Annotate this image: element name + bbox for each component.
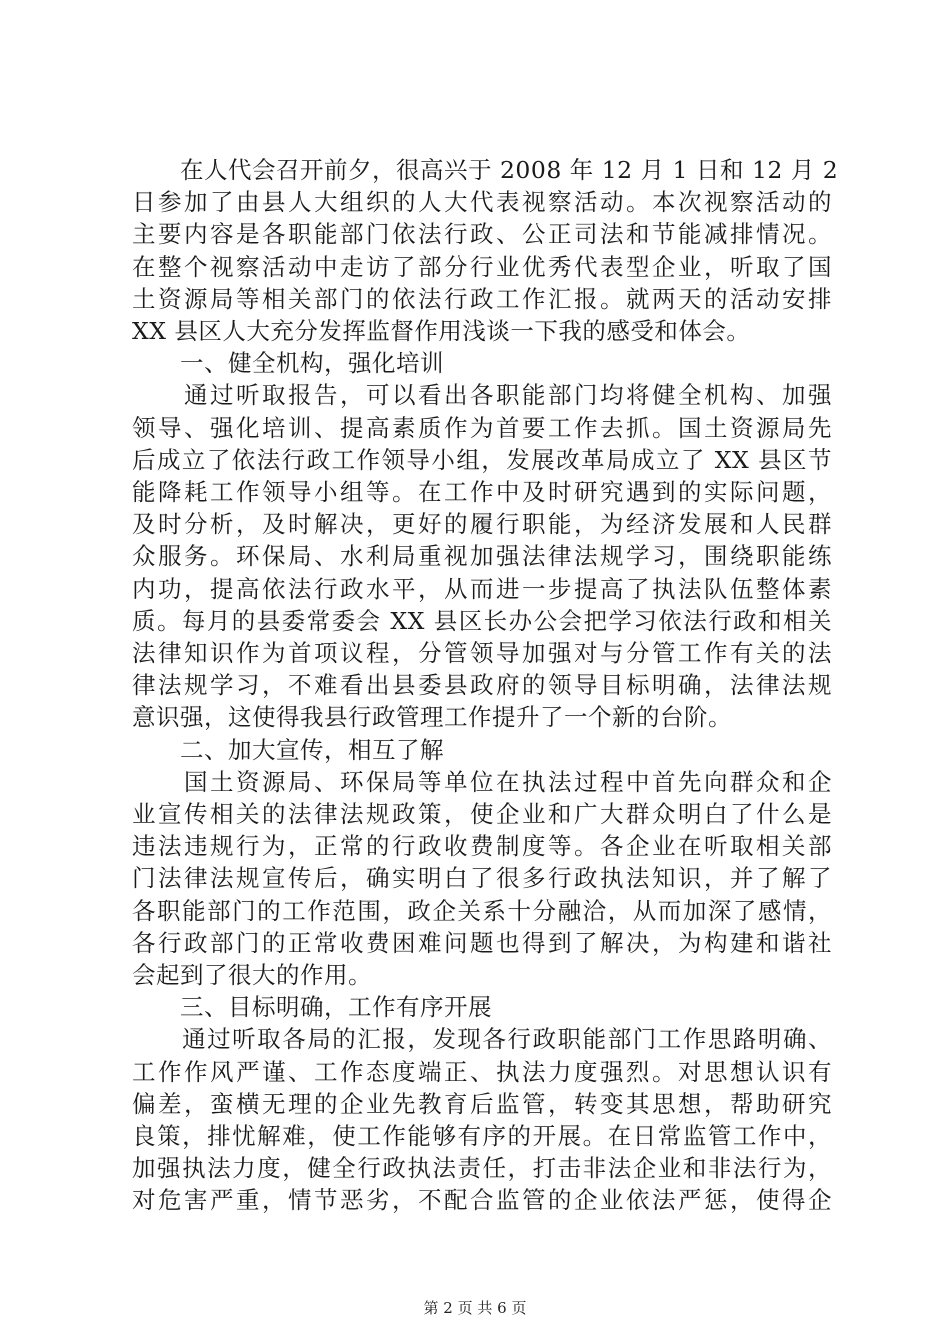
text-line: 业宣传相关的法律法规政策，使企业和广大群众明白了什么是	[132, 800, 832, 828]
text-line: 后成立了依法行政工作领导小组，发展改革局成立了 XX 县区节	[132, 445, 832, 474]
text-line: 众服务。环保局、水利局重视加强法律法规学习，围绕职能练	[132, 542, 832, 571]
text-line: 意识强，这使得我县行政管理工作提升了一个新的台阶。	[132, 703, 732, 732]
text-line: 内功，提高依法行政水平，从而进一步提高了执法队伍整体素	[132, 574, 832, 603]
text-line: 门法律法规宣传后，确实明白了很多行政执法知识，并了解了	[132, 864, 832, 893]
text-line: 通过听取报告，可以看出各职能部门均将健全机构、加强	[132, 381, 832, 410]
text-line: 在整个视察活动中走访了部分行业优秀代表型企业，听取了国	[132, 252, 832, 281]
section-heading: 二、加大宣传，相互了解	[132, 735, 444, 764]
text-line: 及时分析，及时解决，更好的履行职能，为经济发展和人民群	[132, 510, 832, 539]
section-heading: 一、健全机构，强化培训	[132, 349, 444, 378]
text-line: 主要内容是各职能部门依法行政、公正司法和节能减排情况。	[132, 220, 832, 249]
text-line: 能降耗工作领导小组等。在工作中及时研究遇到的实际问题，	[132, 478, 832, 506]
text-line: 会起到了很大的作用。	[132, 961, 372, 989]
text-line: 违法违规行为，正常的行政收费制度等。各企业在听取相关部	[132, 832, 832, 861]
text-line: 加强执法力度，健全行政执法责任，打击非法企业和非法行为，	[132, 1154, 832, 1183]
text-line: 律法规学习，不难看出县委县政府的领导目标明确，法律法规	[132, 671, 832, 700]
text-line: 通过听取各局的汇报，发现各行政职能部门工作思路明确、	[132, 1025, 832, 1054]
text-line: 各职能部门的工作范围，政企关系十分融洽，从而加深了感情，	[132, 896, 832, 925]
text-line: 在人代会召开前夕，很高兴于 2008 年 12 月 1 日和 12 月 2	[132, 156, 839, 184]
text-line: 日参加了由县人大组织的人大代表视察活动。本次视察活动的	[132, 188, 832, 217]
text-line: 国土资源局、环保局等单位在执法过程中首先向群众和企	[132, 767, 832, 796]
text-line: 偏差，蛮横无理的企业先教育后监管，转变其思想，帮助研究	[132, 1089, 832, 1118]
text-line: 对危害严重，情节恶劣，不配合监管的企业依法严惩，使得企	[132, 1186, 832, 1215]
page-number-footer: 第 2 页 共 6 页	[423, 1299, 527, 1317]
section-heading: 三、目标明确，工作有序开展	[132, 993, 492, 1022]
text-line: 良策，排忧解难，使工作能够有序的开展。在日常监管工作中，	[132, 1122, 832, 1150]
text-line: 各行政部门的正常收费困难问题也得到了解决，为构建和谐社	[132, 928, 832, 957]
text-line: 领导、强化培训、提高素质作为首要工作去抓。国土资源局先	[132, 413, 832, 442]
text-line: 质。每月的县委常委会 XX 县区长办公会把学习依法行政和相关	[132, 606, 832, 635]
text-line: XX 县区人大充分发挥监督作用浅谈一下我的感受和体会。	[132, 317, 751, 345]
text-line: 工作作风严谨、工作态度端正、执法力度强烈。对思想认识有	[132, 1057, 832, 1086]
text-line: 法律知识作为首项议程，分管领导加强对与分管工作有关的法	[132, 639, 832, 667]
text-line: 土资源局等相关部门的依法行政工作汇报。就两天的活动安排	[132, 284, 832, 313]
